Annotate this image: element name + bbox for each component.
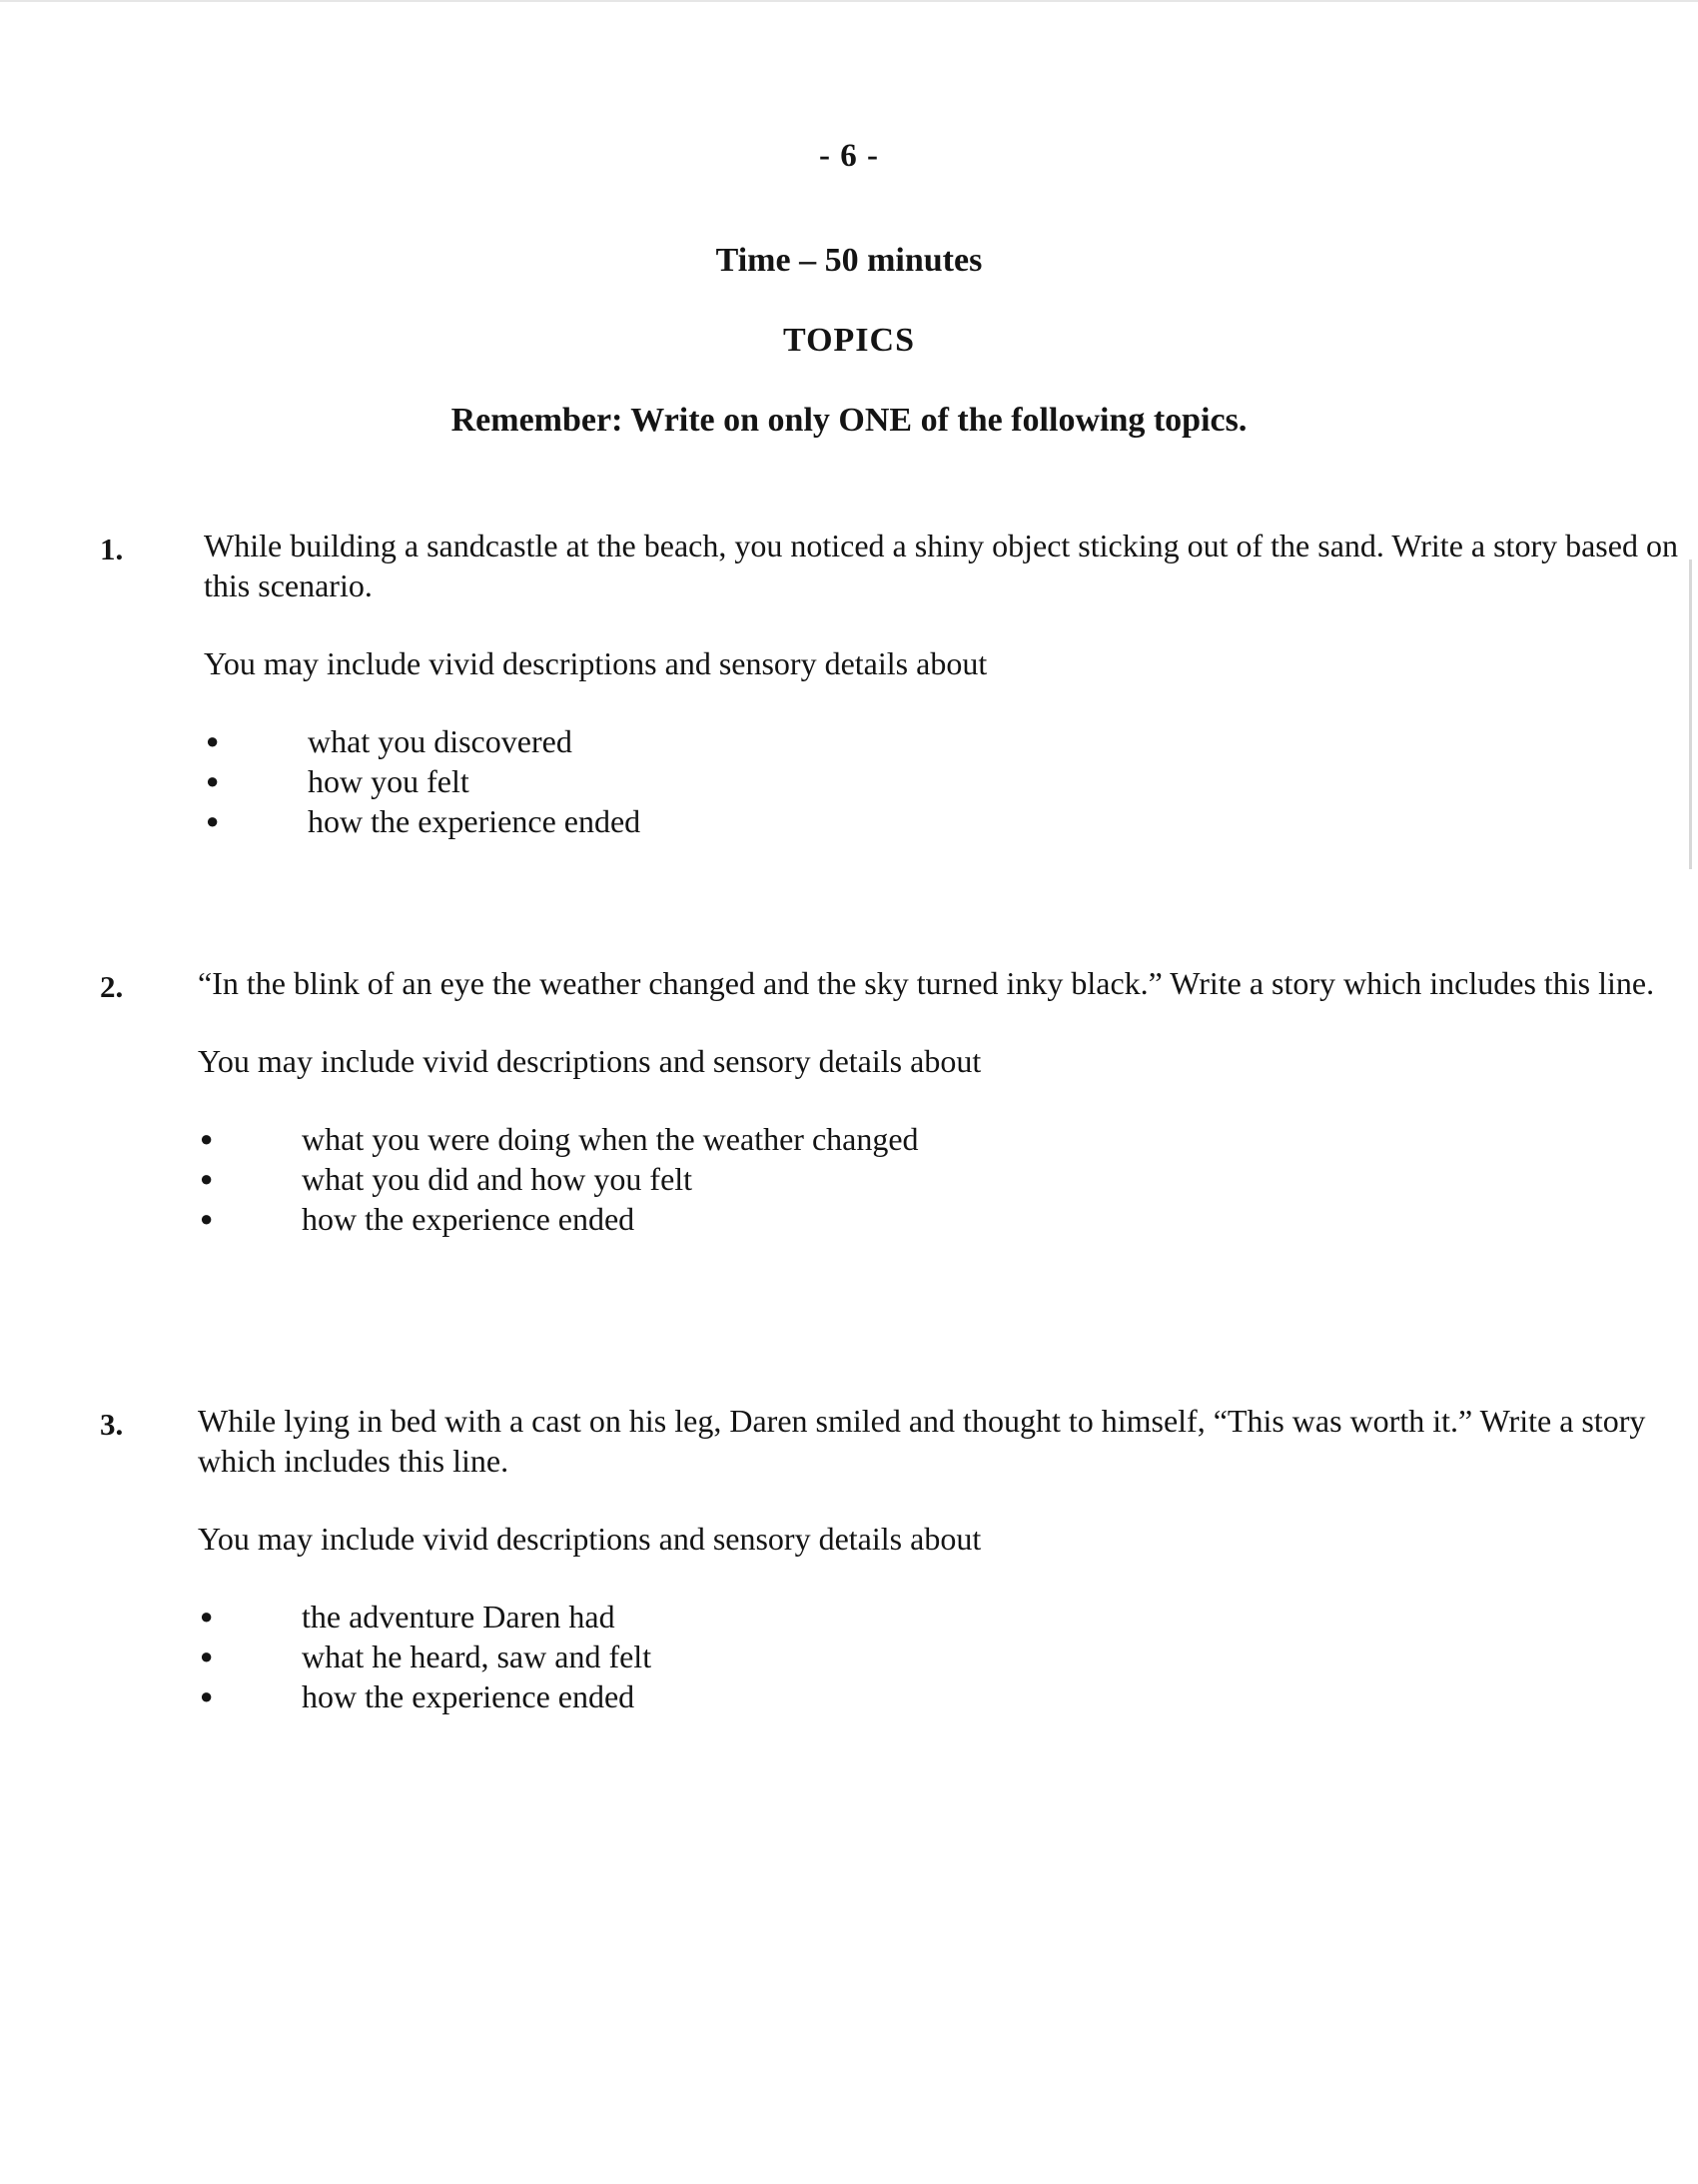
topic-lead: You may include vivid descriptions and sensory details about xyxy=(204,645,988,681)
time-limit-heading: Time – 50 minutes xyxy=(715,242,983,279)
topic-lead: You may include vivid descriptions and sensory details about xyxy=(198,1521,982,1557)
topic-number: 2. xyxy=(100,969,124,1004)
list-item xyxy=(198,1637,1686,1676)
list-item-text: how you felt xyxy=(308,763,469,799)
list-item-text: what he heard, saw and felt xyxy=(302,1638,652,1674)
list-item xyxy=(204,721,1692,761)
bullet-icon: ● xyxy=(200,1126,214,1151)
list-item-text: how the experience ended xyxy=(308,803,641,839)
topic-prompt: While lying in bed with a cast on his leg, Daren smiled and thought to himself, “This was worth it.” Write a story which includes this line. xyxy=(198,1403,1646,1479)
list-item xyxy=(204,801,1692,841)
scan-edge xyxy=(0,0,1698,2)
topic-body xyxy=(204,526,1692,841)
list-item xyxy=(198,1199,1686,1239)
topic-body xyxy=(198,963,1686,1239)
list-item-text: how the experience ended xyxy=(302,1201,635,1237)
list-item-text: the adventure Daren had xyxy=(302,1599,615,1635)
list-item xyxy=(198,1597,1686,1637)
list-item xyxy=(204,761,1692,801)
bullet-icon: ● xyxy=(200,1643,214,1668)
bullet-icon: ● xyxy=(206,728,220,753)
list-item-text: what you were doing when the weather changed xyxy=(302,1121,919,1157)
list-item-text: what you discovered xyxy=(308,723,572,759)
bullet-icon: ● xyxy=(200,1683,214,1708)
bullet-icon: ● xyxy=(200,1604,214,1629)
topic-bullet-list xyxy=(198,1119,1686,1239)
list-item-text: how the experience ended xyxy=(302,1678,635,1714)
topic-bullet-list xyxy=(204,721,1692,841)
topic-body xyxy=(198,1401,1686,1716)
topic-prompt: While building a sandcastle at the beach, you noticed a shiny object sticking out of the sand. Write a story based on this scenario. xyxy=(204,528,1678,603)
remember-instruction: Remember: Write on only ONE of the following topics. xyxy=(450,402,1248,439)
page-number: - 6 - xyxy=(819,138,879,174)
bullet-icon: ● xyxy=(206,808,220,833)
bullet-icon: ● xyxy=(200,1206,214,1231)
topic-number: 3. xyxy=(100,1407,124,1442)
bullet-icon: ● xyxy=(200,1166,214,1191)
topic-number: 1. xyxy=(100,532,124,566)
list-item xyxy=(198,1159,1686,1199)
topics-heading: TOPICS xyxy=(783,322,915,359)
list-item xyxy=(198,1119,1686,1159)
topic-lead: You may include vivid descriptions and sensory details about xyxy=(198,1043,982,1079)
bullet-icon: ● xyxy=(206,768,220,793)
list-item xyxy=(198,1676,1686,1716)
topic-prompt: “In the blink of an eye the weather changed and the sky turned inky black.” Write a story which includes this line. xyxy=(198,965,1655,1001)
list-item-text: what you did and how you felt xyxy=(302,1161,693,1197)
topic-bullet-list xyxy=(198,1597,1686,1716)
